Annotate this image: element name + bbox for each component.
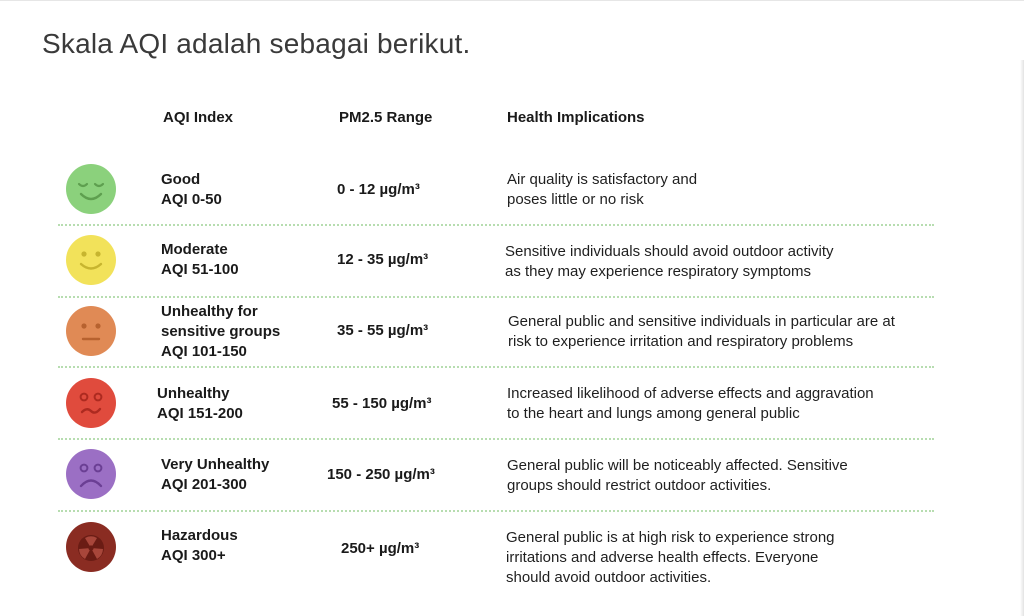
health-line: poses little or no risk (507, 191, 644, 208)
category-unhealthy (157, 384, 243, 424)
health-implication (507, 384, 947, 424)
pm25-range: 250+ µg/m³ (341, 540, 420, 557)
health-line: General public is at high risk to experience strong (506, 529, 835, 546)
health-line: Air quality is satisfactory and (507, 171, 698, 188)
health-line: to the heart and lungs among general public (507, 405, 800, 422)
row-divider (58, 296, 934, 298)
health-line: risk to experience irritation and respiratory problems (508, 333, 854, 350)
header-pm25-range: PM2.5 Range (339, 109, 433, 126)
health-implication (505, 242, 945, 282)
category-very-unhealthy (161, 455, 269, 495)
category-hazardous (161, 526, 238, 566)
pm25-range: 55 - 150 µg/m³ (332, 395, 432, 412)
pm25-range: 0 - 12 µg/m³ (337, 181, 420, 198)
category-name: Unhealthy (157, 385, 230, 402)
category-aqi-range: AQI 201-300 (161, 476, 247, 493)
category-name: Good (161, 171, 201, 188)
hazard-face-icon (66, 522, 116, 572)
pm25-range: 150 - 250 µg/m³ (327, 466, 435, 483)
row-divider (58, 510, 934, 512)
health-line: groups should restrict outdoor activities. (507, 477, 772, 494)
category-unhealthy-sensitive (161, 302, 280, 362)
health-line: should avoid outdoor activities. (506, 569, 712, 586)
header-health-implications: Health Implications (507, 109, 645, 126)
row-divider (58, 366, 934, 368)
health-line: as they may experience respiratory symptoms (505, 263, 811, 280)
health-line: Increased likelihood of adverse effects and aggravation (507, 385, 874, 402)
page-heading: Skala AQI adalah sebagai berikut. (42, 28, 471, 59)
pm25-range: 12 - 35 µg/m³ (337, 251, 429, 268)
row-divider (58, 438, 934, 440)
health-line: Sensitive individuals should avoid outdoor activity (505, 243, 834, 260)
happy-face-icon (66, 164, 116, 214)
health-implication (507, 170, 947, 210)
category-aqi-range: AQI 300+ (161, 547, 226, 564)
category-name: Very Unhealthy (161, 456, 270, 473)
uneasy-face-icon (66, 378, 116, 428)
smiling-face-icon (66, 235, 116, 285)
category-aqi-range: AQI 51-100 (161, 261, 239, 278)
category-good (161, 170, 222, 210)
category-moderate (161, 240, 239, 280)
health-implication (508, 312, 948, 352)
category-aqi-range: AQI 151-200 (157, 405, 243, 422)
category-aqi-range: AQI 0-50 (161, 191, 222, 208)
pm25-range: 35 - 55 µg/m³ (337, 322, 429, 339)
health-line: General public and sensitive individuals in particular are at (508, 313, 895, 330)
row-divider (58, 224, 934, 226)
category-name: Hazardous (161, 527, 238, 544)
neutral-face-icon (66, 306, 116, 356)
category-aqi-range: AQI 101-150 (161, 343, 247, 360)
header-aqi-index: AQI Index (163, 109, 234, 126)
sad-face-icon (66, 449, 116, 499)
health-implication (506, 528, 946, 588)
health-line: irritations and adverse health effects. Everyone (506, 549, 819, 566)
health-line: General public will be noticeably affected. Sensitive (507, 457, 848, 474)
category-name: Unhealthy for (161, 303, 258, 320)
category-name: sensitive groups (161, 323, 281, 340)
category-name: Moderate (161, 241, 228, 258)
health-implication (507, 456, 947, 496)
